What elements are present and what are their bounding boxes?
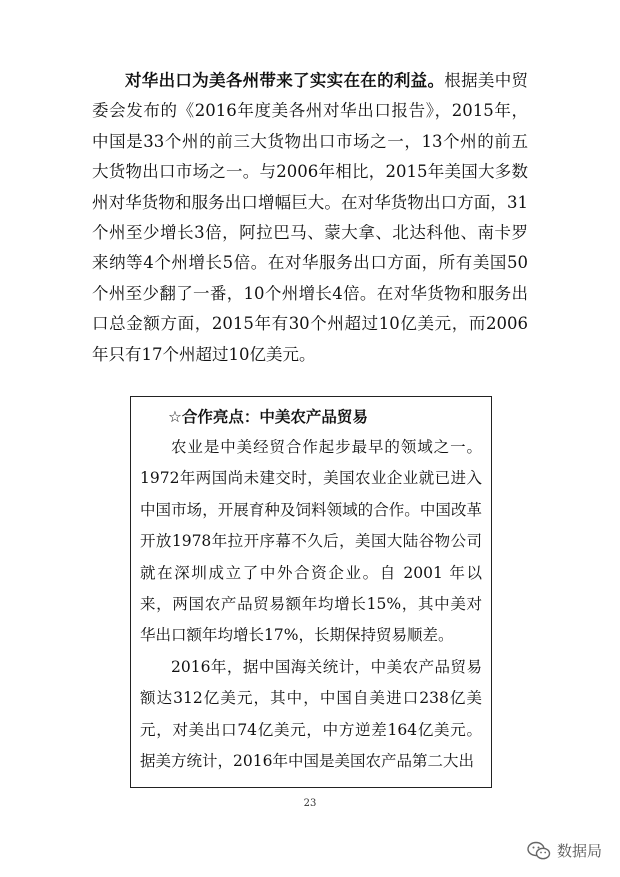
highlight-box: [130, 396, 492, 788]
watermark: [527, 840, 602, 861]
page-number: 23: [303, 798, 317, 809]
wechat-icon: [527, 841, 551, 861]
box-paragraph-2: 2016年，据中国海关统计，中美农产品贸易额达312亿美元，其中，中国自美进口238亿美元，对美出口74亿美元，中方逆差164亿美元。据美方统计，2016年中国是美国农产品第二大出: [140, 657, 482, 771]
box-paragraph-1: 农业是中美经贸合作起步最早的领域之一。1972年两国尚未建交时，美国农业企业就已进入中国市场，开展育种及饲料领域的合作。中国改革开放1978年拉开序幕不久后，美国大陆谷物公司就在深圳成立了中外合资企业。自 2001 年以来，两国农产品贸易额年均增长15%，其中美对华出口额年均增长17%，长期保持贸易顺差。: [140, 438, 482, 645]
paragraph-lead: 对华出口为美各州带来了实实在在的利益。: [125, 71, 445, 90]
box-title: ☆合作亮点：中美农产品贸易: [168, 408, 368, 426]
watermark-text: 数据局: [556, 842, 602, 860]
paragraph-body: 根据美中贸委会发布的《2016年度美各州对华出口报告》，2015年，中国是33个州的前三大货物出口市场之一，13个州的前五大货物出口市场之一。与2006年相比，2015年美国大多数州对华货物和服务出口增幅巨大。在对华货物出口方面，31个州至少增长3倍，阿拉巴马、蒙大拿、北达科他、南卡罗来纳等4个州增长5倍。在对华服务出口方面，所有美国50个州至少翻了一番，10个州增长4倍。在对华货物和服务出口总金额方面，2015年有30个州超过10亿美元，而2006年只有17个州超过10亿美元。: [92, 71, 529, 364]
main-paragraph: [92, 66, 528, 370]
